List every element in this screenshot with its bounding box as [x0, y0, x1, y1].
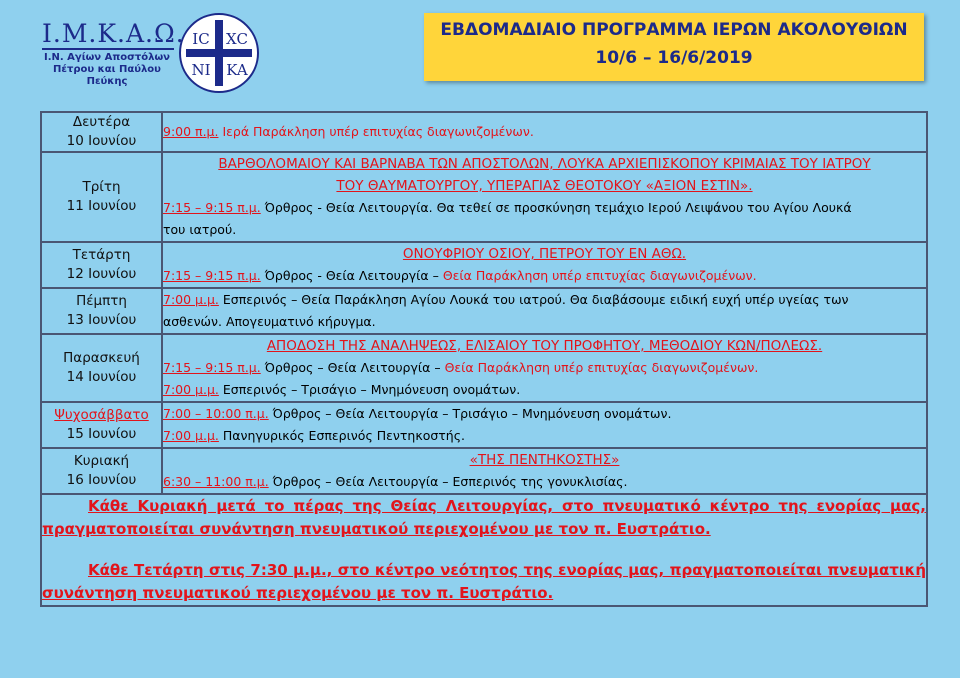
day-date: 10 Ιουνίου [66, 133, 137, 149]
event-text: Όρθρος – Θεία Λειτουργία – [260, 360, 445, 375]
org-sub-line-1: Ι.Ν. Αγίων Αποστόλων [44, 52, 170, 63]
cross-emblem-icon [178, 12, 260, 94]
feast-title: «ΤΗΣ ΠΕΝΤΗΚΟΣΤΗΣ» [469, 452, 620, 468]
events-cell [162, 288, 927, 334]
events-cell [162, 152, 927, 242]
day-name: Δευτέρα [72, 114, 131, 130]
day-cell [41, 334, 162, 402]
event-line [163, 289, 926, 311]
date-range: 10/6 – 16/6/2019 [595, 48, 753, 68]
day-name: Τετάρτη [72, 247, 131, 263]
day-cell [41, 448, 162, 494]
day-cell [41, 152, 162, 242]
day-cell [41, 112, 162, 152]
schedule-row [41, 288, 927, 334]
events-cell [162, 112, 927, 152]
event-time: 7:15 – 9:15 π.μ. [163, 268, 261, 283]
day-name: Πέμπτη [76, 293, 127, 309]
day-name: Κυριακή [73, 453, 130, 469]
schedule-row [41, 448, 927, 494]
event-text: Όρθρος - Θεία Λειτουργία – [260, 268, 443, 283]
event-time: 9:00 π.μ. [163, 124, 219, 139]
event-text: Πανηγυρικός Εσπερινός Πεντηκοστής. [218, 428, 466, 443]
event-highlight: Θεία Παράκληση υπέρ επιτυχίας διαγωνιζομένων. [444, 360, 759, 375]
emblem-letters-xc: XC [226, 30, 248, 48]
announcement-text [42, 495, 926, 541]
event-text: ασθενών. Απογευματινό κήρυγμα. [163, 314, 376, 329]
event-line [163, 121, 926, 143]
events-cell [162, 448, 927, 494]
event-time: 7:15 – 9:15 π.μ. [163, 360, 261, 375]
event-time: 7:00 μ.μ. [163, 428, 219, 443]
events-cell [162, 402, 927, 448]
event-line [163, 471, 926, 493]
notes-cell [41, 494, 927, 606]
day-date: 15 Ιουνίου [66, 426, 137, 442]
event-text: του ιατρού. [163, 222, 237, 237]
feast-title: ΤΟΥ ΘΑΥΜΑΤΟΥΡΓΟΥ, ΥΠΕΡΑΓΙΑΣ ΘΕΟΤΟΚΟΥ «ΑΞΙΟΝ ΕΣΤΙΝ». [336, 178, 753, 194]
schedule-row [41, 334, 927, 402]
event-line [163, 219, 926, 241]
feast-title: ΟΝΟΥΦΡΙΟΥ ΟΣΙΟΥ, ΠΕΤΡΟΥ ΤΟΥ ΕΝ ΑΘΩ. [402, 246, 687, 262]
event-text: Εσπερινός – Τρισάγιο – Μνημόνευση ονομάτων. [218, 382, 521, 397]
event-line [163, 403, 926, 425]
day-date: 12 Ιουνίου [66, 266, 137, 282]
event-line [163, 425, 926, 447]
day-name: Ψυχοσάββατο [54, 407, 149, 423]
schedule-row [41, 242, 927, 288]
schedule-row [41, 402, 927, 448]
event-text: Όρθρος – Θεία Λειτουργία – Εσπερινός της γονυκλισίας. [268, 474, 628, 489]
schedule-row [41, 152, 927, 242]
emblem-letters-ni: NI [191, 61, 211, 79]
org-divider [42, 48, 174, 50]
day-cell [41, 288, 162, 334]
title-box [424, 13, 924, 81]
event-line [163, 379, 926, 401]
day-date: 14 Ιουνίου [66, 369, 137, 385]
day-date: 13 Ιουνίου [66, 312, 137, 328]
org-sub-line-3: Πεύκης [86, 76, 128, 87]
day-date: 11 Ιουνίου [66, 198, 137, 214]
event-time: 7:00 μ.μ. [163, 292, 219, 307]
page-title: ΕΒΔΟΜΑΔΙΑΙΟ ΠΡΟΓΡΑΜΜΑ ΙΕΡΩΝ ΑΚΟΛΟΥΘΙΩΝ [440, 20, 908, 40]
day-cell [41, 242, 162, 288]
feast-title: ΑΠΟΔΟΣΗ ΤΗΣ ΑΝΑΛΗΨΕΩΣ, ΕΛΙΣΑΙΟΥ ΤΟΥ ΠΡΟΦΗΤΟΥ, ΜΕΘΟΔΙΟΥ ΚΩΝ/ΠΟΛΕΩΣ. [266, 338, 823, 354]
org-sub-line-2: Πέτρου και Παύλου [53, 64, 161, 75]
day-name: Παρασκευή [63, 350, 140, 366]
feast-title: ΒΑΡΘΟΛΟΜΑΙΟΥ ΚΑΙ ΒΑΡΝΑΒΑ ΤΩΝ ΑΠΟΣΤΟΛΩΝ, ΛΟΥΚΑ ΑΡΧΙΕΠΙΣΚΟΠΟΥ ΚΡΙΜΑΙΑΣ ΤΟΥ ΙΑΤΡΟΥ [218, 156, 871, 172]
events-cell [162, 334, 927, 402]
emblem-letters-ic: IC [192, 30, 210, 48]
day-date: 16 Ιουνίου [66, 472, 137, 488]
event-time: 7:00 μ.μ. [163, 382, 219, 397]
announcement-line: Κάθε Κυριακή μετά το πέρας της Θείας Λειτουργίας, στο πνευματικό κέντρο της ενορίας μας, πραγματοποιείται συνάντηση πνευματικού περιεχομένου με τον π. Ευστράτιο. [42, 497, 926, 538]
event-highlight: Ιερά Παράκληση υπέρ επιτυχίας διαγωνιζομένων. [218, 124, 534, 139]
announcement-text [42, 559, 926, 605]
event-line [163, 311, 926, 333]
event-time: 7:15 – 9:15 π.μ. [163, 200, 261, 215]
event-time: 6:30 – 11:00 π.μ. [163, 474, 269, 489]
schedule-table [40, 111, 928, 607]
event-line [163, 265, 926, 287]
day-name: Τρίτη [82, 179, 121, 195]
event-highlight: Θεία Παράκληση υπέρ επιτυχίας διαγωνιζομένων. [442, 268, 757, 283]
event-text: Όρθρος – Θεία Λειτουργία – Τρισάγιο – Μνημόνευση ονομάτων. [268, 406, 672, 421]
organization-block [42, 19, 185, 88]
event-time: 7:00 – 10:00 π.μ. [163, 406, 269, 421]
event-text: Όρθρος - Θεία Λειτουργία. Θα τεθεί σε προσκύνηση τεμάχιο Ιερού Λειψάνου του Αγίου Λουκά [260, 200, 852, 215]
schedule-row [41, 112, 927, 152]
notes-row [41, 494, 927, 606]
day-cell [41, 402, 162, 448]
event-line [163, 357, 926, 379]
announcement-line: Κάθε Τετάρτη στις 7:30 μ.μ., στο κέντρο νεότητος της ενορίας μας, πραγματοποιείται πνευματική συνάντηση πνευματικού περιεχομένου με τον π. Ευστράτιο. [42, 561, 926, 602]
org-name: Ι.Μ.Κ.Α.Ω. [42, 19, 185, 48]
events-cell [162, 242, 927, 288]
event-line [163, 197, 926, 219]
emblem-letters-ka: KA [226, 61, 248, 79]
event-text: Εσπερινός – Θεία Παράκληση Αγίου Λουκά του ιατρού. Θα διαβάσουμε ειδική ευχή υπέρ υγείας των [218, 292, 849, 307]
